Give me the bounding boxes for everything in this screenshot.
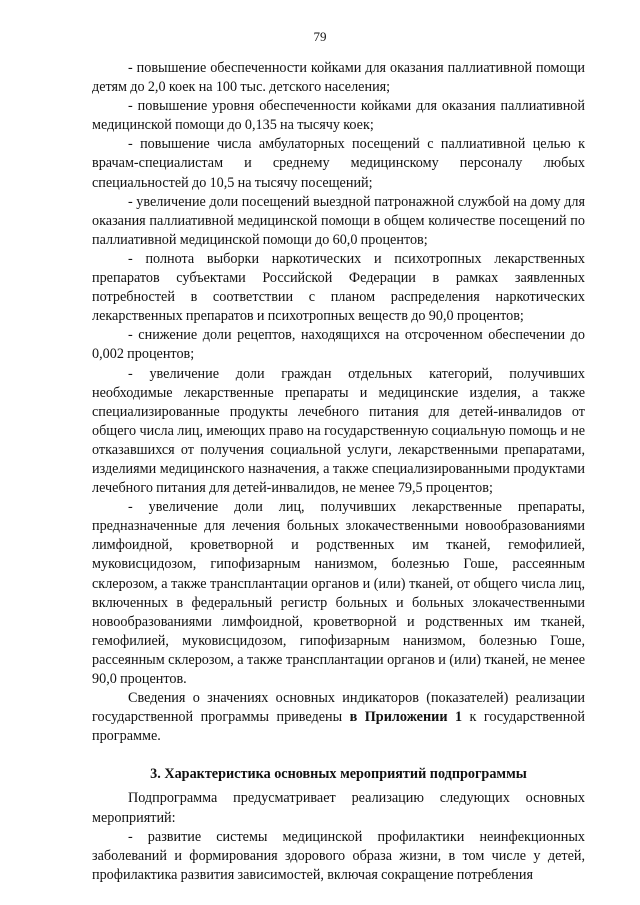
paragraph: - снижение доли рецептов, находящихся на отсроченном обеспечении до 0,002 процентов; — [92, 327, 585, 363]
paragraph: - увеличение доли посещений выездной патронажной службой на дому для оказания паллиативной медицинской помощи в общем количестве посещений по паллиативной медицинской помощи до 60,0 процентов; — [92, 193, 585, 248]
page-content — [92, 59, 585, 885]
section-paragraph: - развитие системы медицинской профилактики неинфекционных заболеваний и формирования здорового образа жизни, в том числе у детей, профилактика развития зависимостей, включая сокращение потребления — [92, 828, 585, 883]
section-heading: 3. Характеристика основных мероприятий подпрограммы — [150, 766, 527, 783]
indicators-text-after: к государственной программе. — [92, 709, 585, 745]
page-number: 79 — [313, 29, 327, 44]
paragraph: - повышение уровня обеспеченности койками для оказания паллиативной медицинской помощи до 0,135 на тысячу коек; — [92, 98, 585, 134]
section-paragraph: Подпрограмма предусматривает реализацию следующих основных мероприятий: — [92, 790, 585, 826]
indicators-text-before: Сведения о значениях основных индикаторов (показателей) реализации государственной программы приведены — [92, 690, 585, 726]
paragraph: - увеличение доли граждан отдельных категорий, получивших необходимые лекарственные препараты и медицинские изделия, а также специализированные продукты лечебного питания для детей-инвалидов от общего числа лиц, имеющих право на государственную социальную помощь и не отказавшихся от получения социальной услуги, лекарственными препаратами, изделиями медицинского назначения, а также специализированными продуктами лечебного питания для детей-инвалидов, не менее 79,5 процентов; — [92, 365, 585, 497]
appendix-reference: в Приложении 1 — [349, 709, 463, 726]
paragraph: - увеличение доли лиц, получивших лекарственные препараты, предназначенные для лечения больных злокачественными новообразованиями лимфоидной, кроветворной и родственных им тканей, гемофилией, муковисцидозом, гипофизарным нанизмом, болезнью Гоше, рассеянным склерозом, а также трансплантации органов и (или) тканей, от общего числа лиц, включенных в федеральный регистр больных и больных злокачественными новообразованиями лимфоидной, кроветворной и родственных им тканей, гемофилией, муковисцидозом, гипофизарным нанизмом, болезнью Гоше, рассеянным склерозом, а также трансплантации органов и (или) тканей, не менее 90,0 процентов. — [92, 499, 585, 687]
paragraph: - полнота выборки наркотических и психотропных лекарственных препаратов субъектами Российской Федерации в рамках заявленных потребностей в соответствии с планом распределения наркотических лекарственных препаратов и психотропных веществ до 90,0 процентов; — [92, 250, 585, 325]
paragraph: - повышение обеспеченности койками для оказания паллиативной помощи детям до 2,0 коек на 100 тыс. детского населения; — [92, 60, 585, 96]
paragraph: - повышение числа амбулаторных посещений с паллиативной целью к врачам-специалистам и среднему медицинскому персоналу любых специальностей до 10,5 на тысячу посещений; — [92, 136, 585, 191]
indicators-paragraph — [92, 689, 585, 746]
